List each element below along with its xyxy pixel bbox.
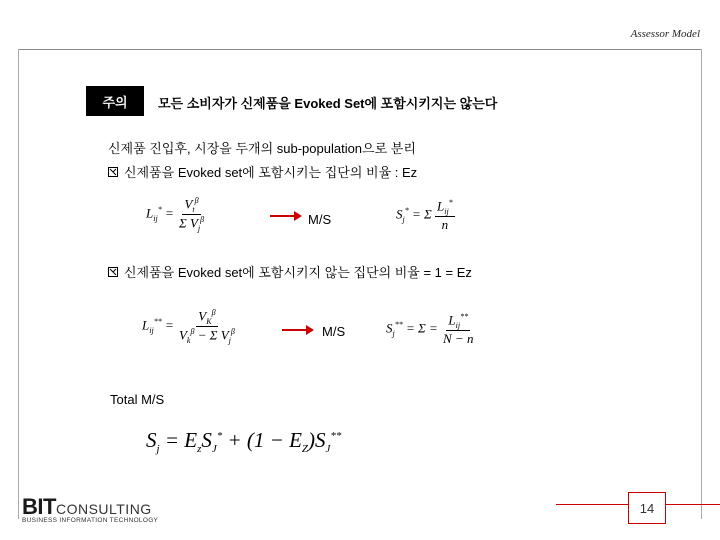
header-divider bbox=[18, 49, 702, 50]
formula-total-ms: $S_j = E_zS_J^* + (1 - E_Z)S_J^{**}$ bbox=[146, 428, 342, 456]
page-number: 14 bbox=[628, 492, 666, 524]
formula-share-nonevoked: $L_{ij}^{**}$ = $\frac{V_K^\beta}{V_k^\beta - \Sigma V_j^\beta}$ bbox=[142, 308, 235, 345]
formula-ms-nonevoked: $S_j^{**} = \Sigma$ = $\frac{L_{ij}^{**}}{N - n}$ bbox=[386, 312, 474, 346]
left-border-line bbox=[18, 49, 19, 519]
total-ms-label: Total M/S bbox=[110, 392, 165, 407]
bullet-item-2 bbox=[108, 262, 472, 281]
formula-share-evoked: $L_{ij}^*$ = $\frac{V_t^\beta}{\Sigma V_j^\beta}$ bbox=[146, 196, 205, 233]
formula-ms-evoked: $S_j^* = \Sigma$ $\frac{L_{ij}^*}{n}$ bbox=[396, 198, 453, 232]
bullet-item-1 bbox=[108, 162, 417, 181]
logo-subtitle: BUSINESS INFORMATION TECHNOLOGY bbox=[22, 517, 159, 524]
arrow-icon bbox=[282, 324, 314, 336]
checkbox-bullet-icon bbox=[108, 167, 118, 177]
logo-consulting-text: CONSULTING bbox=[55, 501, 152, 517]
ms-label-1: M/S bbox=[308, 212, 332, 227]
right-border-line bbox=[701, 49, 702, 519]
ms-label-2: M/S bbox=[322, 324, 346, 339]
logo-bit-text: BIT bbox=[22, 494, 56, 519]
checkbox-bullet-icon bbox=[108, 267, 118, 277]
headline: 모든 소비자가 신제품을 Evoked Set에 포함시키지는 않는다 bbox=[158, 96, 498, 111]
bullet-2-text: 신제품을 Evoked set에 포함시키지 않는 집단의 비율 = 1 = Ez bbox=[124, 265, 472, 280]
document-title: Assessor Model bbox=[630, 28, 700, 40]
bullet-1-text: 신제품을 Evoked set에 포함시키는 집단의 비율 : Ez bbox=[124, 165, 418, 180]
arrow-icon bbox=[270, 210, 302, 222]
body-text-line1: 신제품 진입후, 시장을 두개의 sub-population으로 분리 bbox=[108, 141, 416, 156]
note-badge: 주의 bbox=[86, 86, 144, 116]
bit-consulting-logo bbox=[22, 494, 158, 524]
